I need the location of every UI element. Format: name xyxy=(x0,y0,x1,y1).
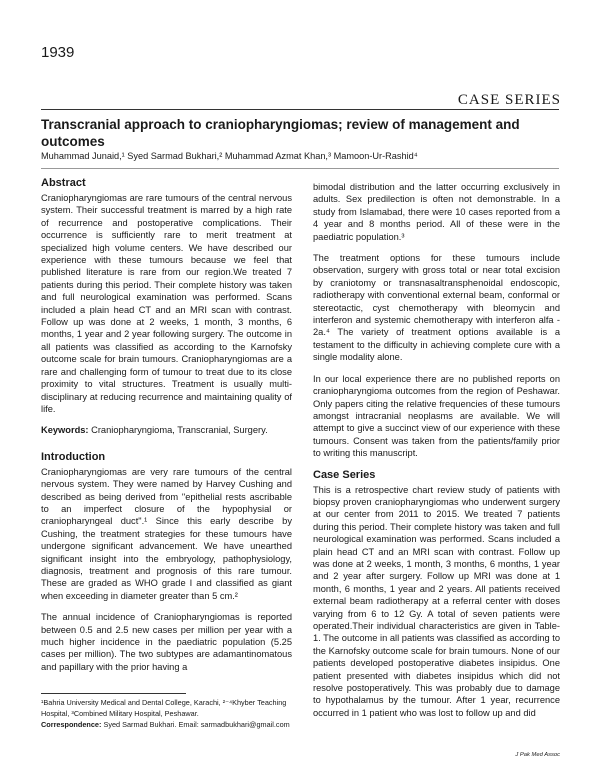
affiliations: ¹Bahria University Medical and Dental College, Karachi, ²⁻⁴Khyber Teaching Hospital, ³Combined Military Hospital, Peshawar. xyxy=(41,698,287,718)
footnotes xyxy=(41,693,299,730)
correspondence-label: Correspondence: xyxy=(41,720,102,729)
correspondence-text: Syed Sarmad Bukhari. Email: sarmadbukhari@gmail.com xyxy=(101,720,290,729)
introduction-heading: Introduction xyxy=(41,450,106,463)
introduction-paragraph-2: The annual incidence of Craniopharyngiomas is reported between 0.5 and 2.5 new cases per million per year with a much higher incidence in the paediatric population (5.25 cases per million). The two subtypes are adamantinomatous and papillary with the prior having a xyxy=(41,612,292,672)
keywords-list: Craniopharyngioma, Transcranial, Surgery. xyxy=(88,425,268,436)
case-series-heading: Case Series xyxy=(313,468,376,481)
author-list: Muhammad Junaid,¹ Syed Sarmad Bukhari,² Muhammad Azmat Khan,³ Mamoon-Ur-Rashid⁴ xyxy=(41,151,418,161)
abstract-heading: Abstract xyxy=(41,177,86,189)
left-column xyxy=(41,177,292,682)
keywords xyxy=(41,424,292,436)
introduction-paragraph-3: bimodal distribution and the latter occurring exclusively in adults. Sex predilection is often not demonstrable. In a study from Islamabad, there were 10 cases reported from a 4 year and 8 months period. All of these were in the paediatric population.³ xyxy=(313,182,560,242)
page-number: 1939 xyxy=(41,44,75,61)
abstract-text: Craniopharyngiomas are rare tumours of the central nervous system. Their successful treatment is marred by a high rate of recurrence and postoperative complications. Their occurrence is sufficiently rare to merit treatment at specialized high volume centers. We have described our experience with these tumours because we feel that published literature is rare from our region.We treated 7 patients during this period. Their complete history was taken and full neurological examination was performed. Scans included a plain head CT and an MRI scan with contrast. Follow up was done at 2 weeks, 1 month, 3 months, 6 months, 1 year and 2 year following surgery. The outcome in all patients was classified as according to the Karnofsky outcome scale for brain tumours. Craniopharyngiomas are a rare and challenging form of tumour to treat due to its close proximity to vital structures. Treatment is usually multi-disciplinary at reducing recurrence and maintaining quality of life. xyxy=(41,193,292,414)
journal-footer: J Pak Med Assoc xyxy=(515,752,560,758)
case-series-text: This is a retrospective chart review study of patients with biopsy proven craniopharyngiomas who underwent surgery at our center from 2011 to 2015. We treated 7 patients during this period. Their complete history was taken and full neurological examination was performed. Scans included a plain head CT and an MRI scan with contrast. Follow up was done at 2 weeks, 1 month, 3 months, 6 months, 1 year and 2 year after surgery. Follow up MRI was done at 1 month, 6 months, 1 year and 2 years. All patients received external beam radiotherapy at a referral center with doses varying from 6 to 12 Gy. A total of seven patients were operated.Their individual characteristics are given in Table-1. The outcome in all patients was classified as according to the Karnofsky outcome scale for brain tumours. None of our patients developed postoperative diabetes insipidus. One patient presented with diabetes insipidus which did not resolve postoperatively. This was probably due to damage to hypothalamus by the tumour. After 1 year, recurrence occurred in 1 patient who was lost to follow up and did xyxy=(313,484,560,718)
keywords-label: Keywords: xyxy=(41,425,89,436)
section-label: CASE SERIES xyxy=(457,92,561,108)
introduction-paragraph-4: The treatment options for these tumours include observation, surgery with gross total or near total excision by craniotomy or transnasaltransphenoidal endoscopic, radiotherapy with conventional external beam, conformal or stereotactic, cyst chemotherapy with bleomycin and interferon and systemic chemotherapy with interferon alfa - 2a.⁴ The variety of treatment options available is a testament to the difficulty in achieving complete cure with a single modality alone. xyxy=(313,253,560,363)
right-column xyxy=(313,181,560,728)
introduction-paragraph-5: In our local experience there are no published reports on craniopharyngioma outcomes from the region of Peshawar. Only papers citing the relative frequencies of these tumours amongst intracranial neoplasms are available. We will attempt to give a succinct view of our experience with these tumours. Consent was taken from the patients/family prior to writing this manuscript. xyxy=(313,373,560,459)
footnote-separator xyxy=(41,693,186,694)
header-rule xyxy=(41,109,559,110)
title-rule xyxy=(41,168,559,169)
introduction-paragraph-1: Craniopharyngiomas are very rare tumours of the central nervous system. They were named by Harvey Cushing and described as being derived from "epithelial rests ascribable to an imperfect closure of the hypophysial or craniopharyngeal duct".¹ Since this early describe by Cushing, the treatment strategies for these tumours have undergone significant advancement. We have unearthed significant insight into the embryology, pathophysiology, diagnosis, treatment and prognosis of this rare tumour. These are graded as WHO grade I and classified as giant when exceeding in diameter greater than 5 cm.² xyxy=(41,466,292,601)
correspondence xyxy=(41,719,299,730)
article-title: Transcranial approach to craniopharyngiomas; review of management and outcomes xyxy=(41,117,520,149)
